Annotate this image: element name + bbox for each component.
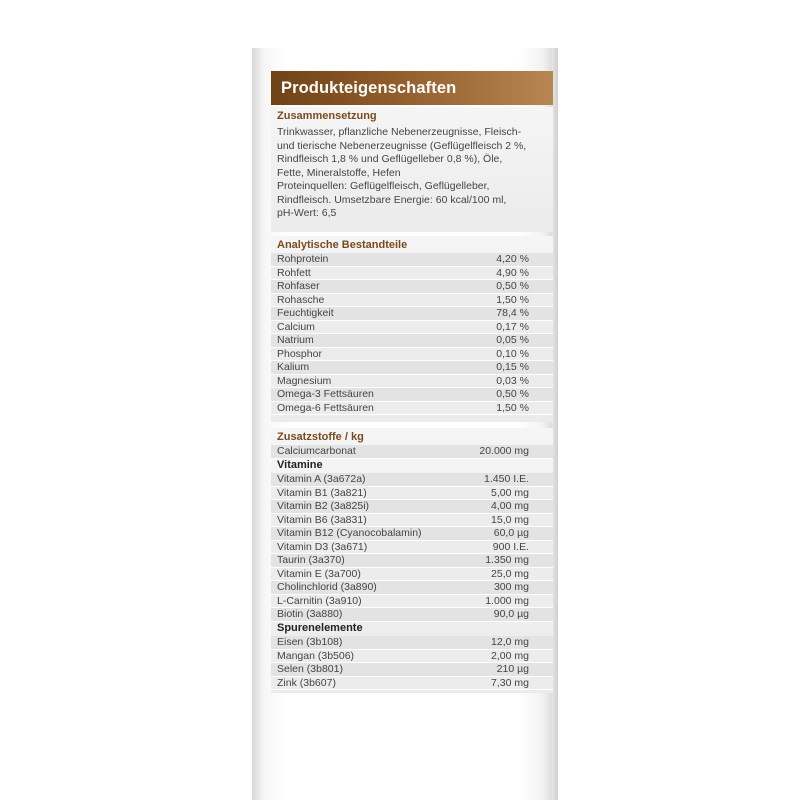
row-value: 60,0 µg bbox=[493, 527, 529, 539]
row-label: Natrium bbox=[277, 334, 314, 346]
composition-line: Rindfleisch 1,8 % und Geflügelleber 0,8 %), Öle, bbox=[277, 153, 503, 165]
row-label: Selen (3b801) bbox=[277, 663, 343, 675]
row-label: Calciumcarbonat bbox=[277, 445, 356, 457]
table-row bbox=[271, 514, 553, 528]
row-value: 1.000 mg bbox=[485, 594, 529, 607]
row-value: 1.350 mg bbox=[485, 554, 529, 566]
row-value: 90,0 µg bbox=[493, 608, 529, 620]
table-row bbox=[271, 348, 553, 362]
row-label: Omega-6 Fettsäuren bbox=[277, 401, 374, 414]
row-value: 1,50 % bbox=[496, 401, 529, 414]
row-label: Kalium bbox=[277, 361, 310, 373]
row-value: 0,50 % bbox=[496, 388, 529, 400]
table-row bbox=[271, 361, 553, 375]
vitamins-table bbox=[271, 473, 553, 622]
row-value: 0,05 % bbox=[496, 334, 529, 346]
row-label: Feuchtigkeit bbox=[277, 307, 334, 319]
row-label: Vitamin B12 (Cyanocobalamin) bbox=[277, 527, 422, 539]
table-row bbox=[271, 595, 553, 609]
row-label: Biotin (3a880) bbox=[277, 608, 343, 620]
row-label: Eisen (3b108) bbox=[277, 636, 343, 648]
row-value: 15,0 mg bbox=[491, 513, 529, 526]
table-row bbox=[271, 267, 553, 281]
table-row bbox=[271, 581, 553, 595]
table-row bbox=[271, 388, 553, 402]
table-row bbox=[271, 487, 553, 501]
additives-heading: Zusatzstoffe / kg bbox=[277, 431, 364, 443]
table-row bbox=[271, 636, 553, 650]
row-label: Rohfett bbox=[277, 266, 311, 279]
table-row bbox=[271, 541, 553, 555]
row-value: 4,90 % bbox=[496, 266, 529, 279]
table-row bbox=[271, 307, 553, 321]
row-label: Vitamin B1 (3a821) bbox=[277, 486, 367, 499]
row-label: Vitamin A (3a672a) bbox=[277, 473, 366, 485]
row-label: Mangan (3b506) bbox=[277, 649, 355, 662]
row-value: 300 mg bbox=[493, 581, 529, 593]
table-row bbox=[271, 527, 553, 541]
row-label: Rohfaser bbox=[277, 280, 320, 292]
table-row bbox=[271, 500, 553, 514]
table-row bbox=[271, 445, 553, 459]
row-value: 0,15 % bbox=[496, 361, 529, 373]
composition-line: Proteinquellen: Geflügelfleisch, Geflügelleber, bbox=[277, 180, 490, 192]
page-title: Produkteigenschaften bbox=[271, 71, 553, 105]
row-value: 78,4 % bbox=[496, 307, 529, 319]
table-row bbox=[271, 663, 553, 677]
table-row bbox=[271, 334, 553, 348]
composition-line: und tierische Nebenerzeugnisse (Geflügelfleisch 2 %, bbox=[277, 139, 527, 152]
trace-heading: Spurenelemente bbox=[277, 622, 363, 634]
table-row bbox=[271, 554, 553, 568]
row-value: 900 I.E. bbox=[492, 540, 529, 553]
row-value: 4,20 % bbox=[496, 253, 529, 265]
row-label: Rohasche bbox=[277, 293, 325, 306]
row-value: 0,50 % bbox=[496, 280, 529, 292]
table-row bbox=[271, 253, 553, 267]
row-label: Zink (3b607) bbox=[277, 676, 336, 689]
table-row bbox=[271, 650, 553, 664]
row-label: Calcium bbox=[277, 320, 315, 333]
row-value: 5,00 mg bbox=[491, 486, 529, 499]
table-row bbox=[271, 608, 553, 622]
row-label: Phosphor bbox=[277, 347, 322, 360]
table-row bbox=[271, 473, 553, 487]
row-label: Vitamin B2 (3a825i) bbox=[277, 500, 370, 512]
row-value: 210 µg bbox=[496, 663, 529, 675]
analytical-heading: Analytische Bestandteile bbox=[277, 239, 408, 251]
row-value: 20.000 mg bbox=[479, 445, 529, 457]
row-value: 0,03 % bbox=[496, 374, 529, 387]
table-row bbox=[271, 321, 553, 335]
row-value: 1,50 % bbox=[496, 293, 529, 306]
row-value: 12,0 mg bbox=[491, 636, 529, 648]
composition-heading: Zusammensetzung bbox=[277, 110, 377, 122]
analytical-table bbox=[271, 253, 553, 415]
table-row bbox=[271, 402, 553, 416]
trace-table bbox=[271, 636, 553, 690]
table-row bbox=[271, 294, 553, 308]
table-row bbox=[271, 375, 553, 389]
row-label: L-Carnitin (3a910) bbox=[277, 594, 362, 607]
row-label: Cholinchlorid (3a890) bbox=[277, 581, 377, 593]
row-label: Omega-3 Fettsäuren bbox=[277, 388, 374, 400]
row-label: Vitamin D3 (3a671) bbox=[277, 540, 368, 553]
table-row bbox=[271, 568, 553, 582]
table-row bbox=[271, 280, 553, 294]
composition-line: Trinkwasser, pflanzliche Nebenerzeugnisse, Fleisch- bbox=[277, 126, 522, 138]
row-label: Taurin (3a370) bbox=[277, 554, 345, 566]
table-row bbox=[271, 677, 553, 691]
row-value: 4,00 mg bbox=[491, 500, 529, 512]
row-value: 0,10 % bbox=[496, 347, 529, 360]
composition-text bbox=[277, 126, 547, 221]
row-value: 1.450 I.E. bbox=[484, 473, 529, 485]
row-value: 25,0 mg bbox=[491, 567, 529, 580]
composition-line: pH-Wert: 6,5 bbox=[277, 207, 337, 219]
composition-line: Fette, Mineralstoffe, Hefen bbox=[277, 166, 401, 179]
row-label: Rohprotein bbox=[277, 253, 329, 265]
row-value: 0,17 % bbox=[496, 320, 529, 333]
row-label: Magnesium bbox=[277, 374, 332, 387]
additives-table bbox=[271, 445, 553, 459]
row-value: 2,00 mg bbox=[491, 649, 529, 662]
vitamins-heading: Vitamine bbox=[277, 459, 323, 471]
row-value: 7,30 mg bbox=[491, 676, 529, 689]
composition-line: Rindfleisch. Umsetzbare Energie: 60 kcal/100 ml, bbox=[277, 193, 507, 206]
row-label: Vitamin B6 (3a831) bbox=[277, 513, 367, 526]
row-label: Vitamin E (3a700) bbox=[277, 567, 361, 580]
